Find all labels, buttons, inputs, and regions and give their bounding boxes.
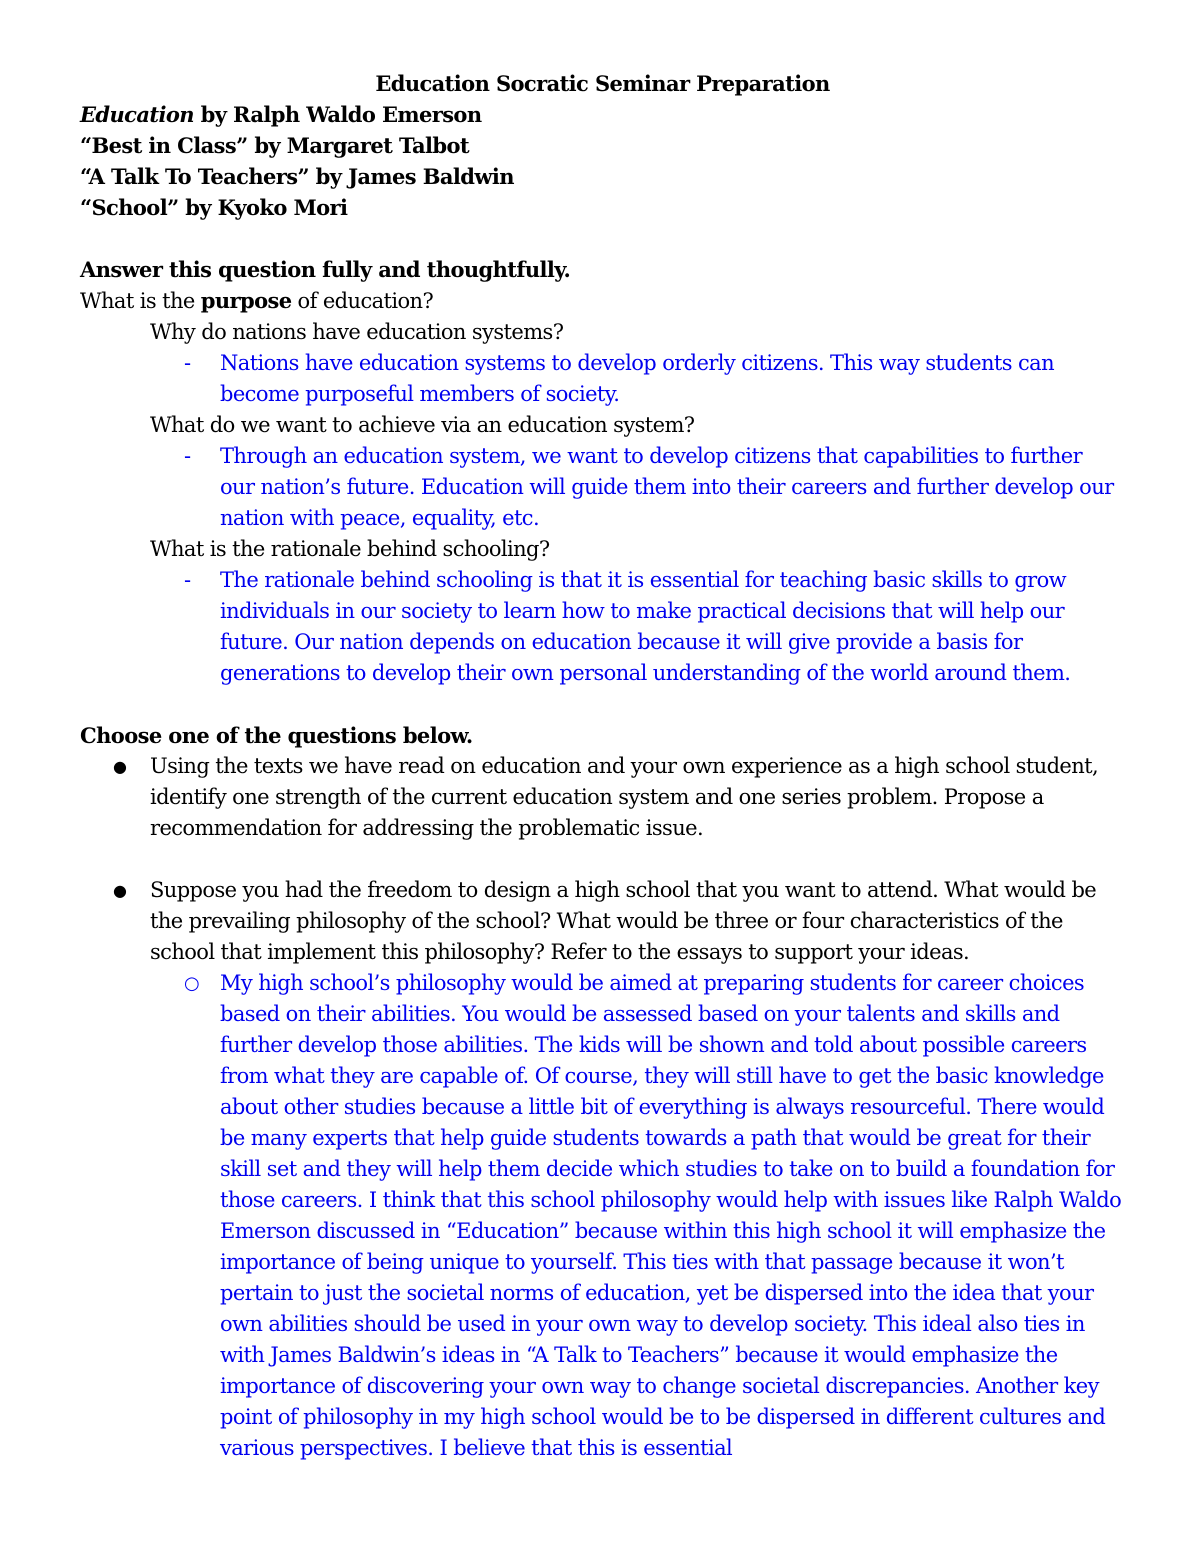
spacer bbox=[80, 844, 1130, 875]
spacer bbox=[80, 689, 1130, 720]
part2-heading: Choose one of the questions below. bbox=[80, 723, 473, 748]
work-line-1 bbox=[80, 99, 1130, 130]
work-line-4: “School” by Kyoko Mori bbox=[80, 195, 348, 220]
sub-question-1: Why do nations have education systems? bbox=[150, 320, 564, 344]
answer-3 bbox=[80, 565, 1120, 689]
work-author-emerson: by Ralph Waldo Emerson bbox=[193, 102, 482, 127]
dash-marker: - bbox=[184, 351, 191, 375]
answer-2 bbox=[80, 441, 1120, 534]
bullet-icon: ● bbox=[113, 881, 127, 900]
option-2 bbox=[80, 875, 1130, 968]
option-2-answer-text: My high school’s philosophy would be aimed at preparing students for career choices based on their abilities. You would be assessed based on your talents and skills and further develop those abilities. The kids will be shown and told about possible careers from what they are capable of. Of course, they will still have to get the basic knowledge about other studies because a little bit of everything is always resourceful. There would be many experts that help guide students towards a path that would be great for their skill set and they will help them decide which studies to take on to build a foundation for those careers. I think that this school philosophy would help with issues like Ralph Waldo Emerson discussed in “Education” because within this high school it will emphasize the importance of being unique to yourself. This ties with that passage because it won’t pertain to just the societal norms of education, yet be dispersed into the idea that your own abilities should be used in your own way to develop society. This ideal also ties in with James Baldwin’s ideas in “A Talk to Teachers” because it would emphasize the importance of discovering your own way to change societal discrepancies. Another key point of philosophy in my high school would be to be dispersed in different cultures and various perspectives. I believe that this is essential bbox=[220, 971, 1122, 1460]
dash-marker: - bbox=[184, 568, 191, 592]
answer-1-text: Nations have education systems to develop orderly citizens. This way students can become purposeful members of society. bbox=[220, 351, 1054, 406]
main-question-end: of education? bbox=[291, 289, 434, 313]
option-2-answer bbox=[80, 968, 1125, 1464]
bullet-icon: ● bbox=[113, 757, 127, 776]
circle-bullet-icon: ○ bbox=[184, 973, 200, 994]
main-question-keyword: purpose bbox=[200, 288, 292, 313]
document-title: Education Socratic Seminar Preparation bbox=[375, 71, 830, 96]
answer-3-text: The rationale behind schooling is that it is essential for teaching basic skills to grow individuals in our society to learn how to make practical decisions that will help our future. Our nation depends on education because it will give provide a basis for generations to develop their own personal understanding of the world around them. bbox=[220, 568, 1071, 685]
dash-marker: - bbox=[184, 444, 191, 468]
main-question-start: What is the bbox=[80, 289, 201, 313]
work-title-education: Education bbox=[80, 102, 194, 127]
part1-heading: Answer this question fully and thoughtfully. bbox=[80, 257, 571, 282]
option-1-text: Using the texts we have read on education and your own experience as a high school student, identify one strength of the current education system and one series problem. Propose a recommendation for addressing the problematic issue. bbox=[150, 754, 1099, 840]
document-content bbox=[80, 68, 1130, 1464]
sub-question-3: What is the rationale behind schooling? bbox=[150, 537, 550, 561]
main-question bbox=[80, 285, 1130, 317]
spacer bbox=[80, 223, 1130, 254]
work-line-3: “A Talk To Teachers” by James Baldwin bbox=[80, 164, 514, 189]
answer-2-text: Through an education system, we want to develop citizens that capabilities to further our nation’s future. Education will guide them into their careers and further develop our nation with peace, equality, etc. bbox=[220, 444, 1114, 530]
sub-question-2: What do we want to achieve via an education system? bbox=[150, 413, 695, 437]
answer-1 bbox=[80, 348, 1120, 410]
work-line-2: “Best in Class” by Margaret Talbot bbox=[80, 133, 469, 158]
option-2-text: Suppose you had the freedom to design a high school that you want to attend. What would be the prevailing philosophy of the school? What would be three or four characteristics of the school that implement this philosophy? Refer to the essays to support your ideas. bbox=[150, 878, 1097, 964]
option-1 bbox=[80, 751, 1130, 844]
